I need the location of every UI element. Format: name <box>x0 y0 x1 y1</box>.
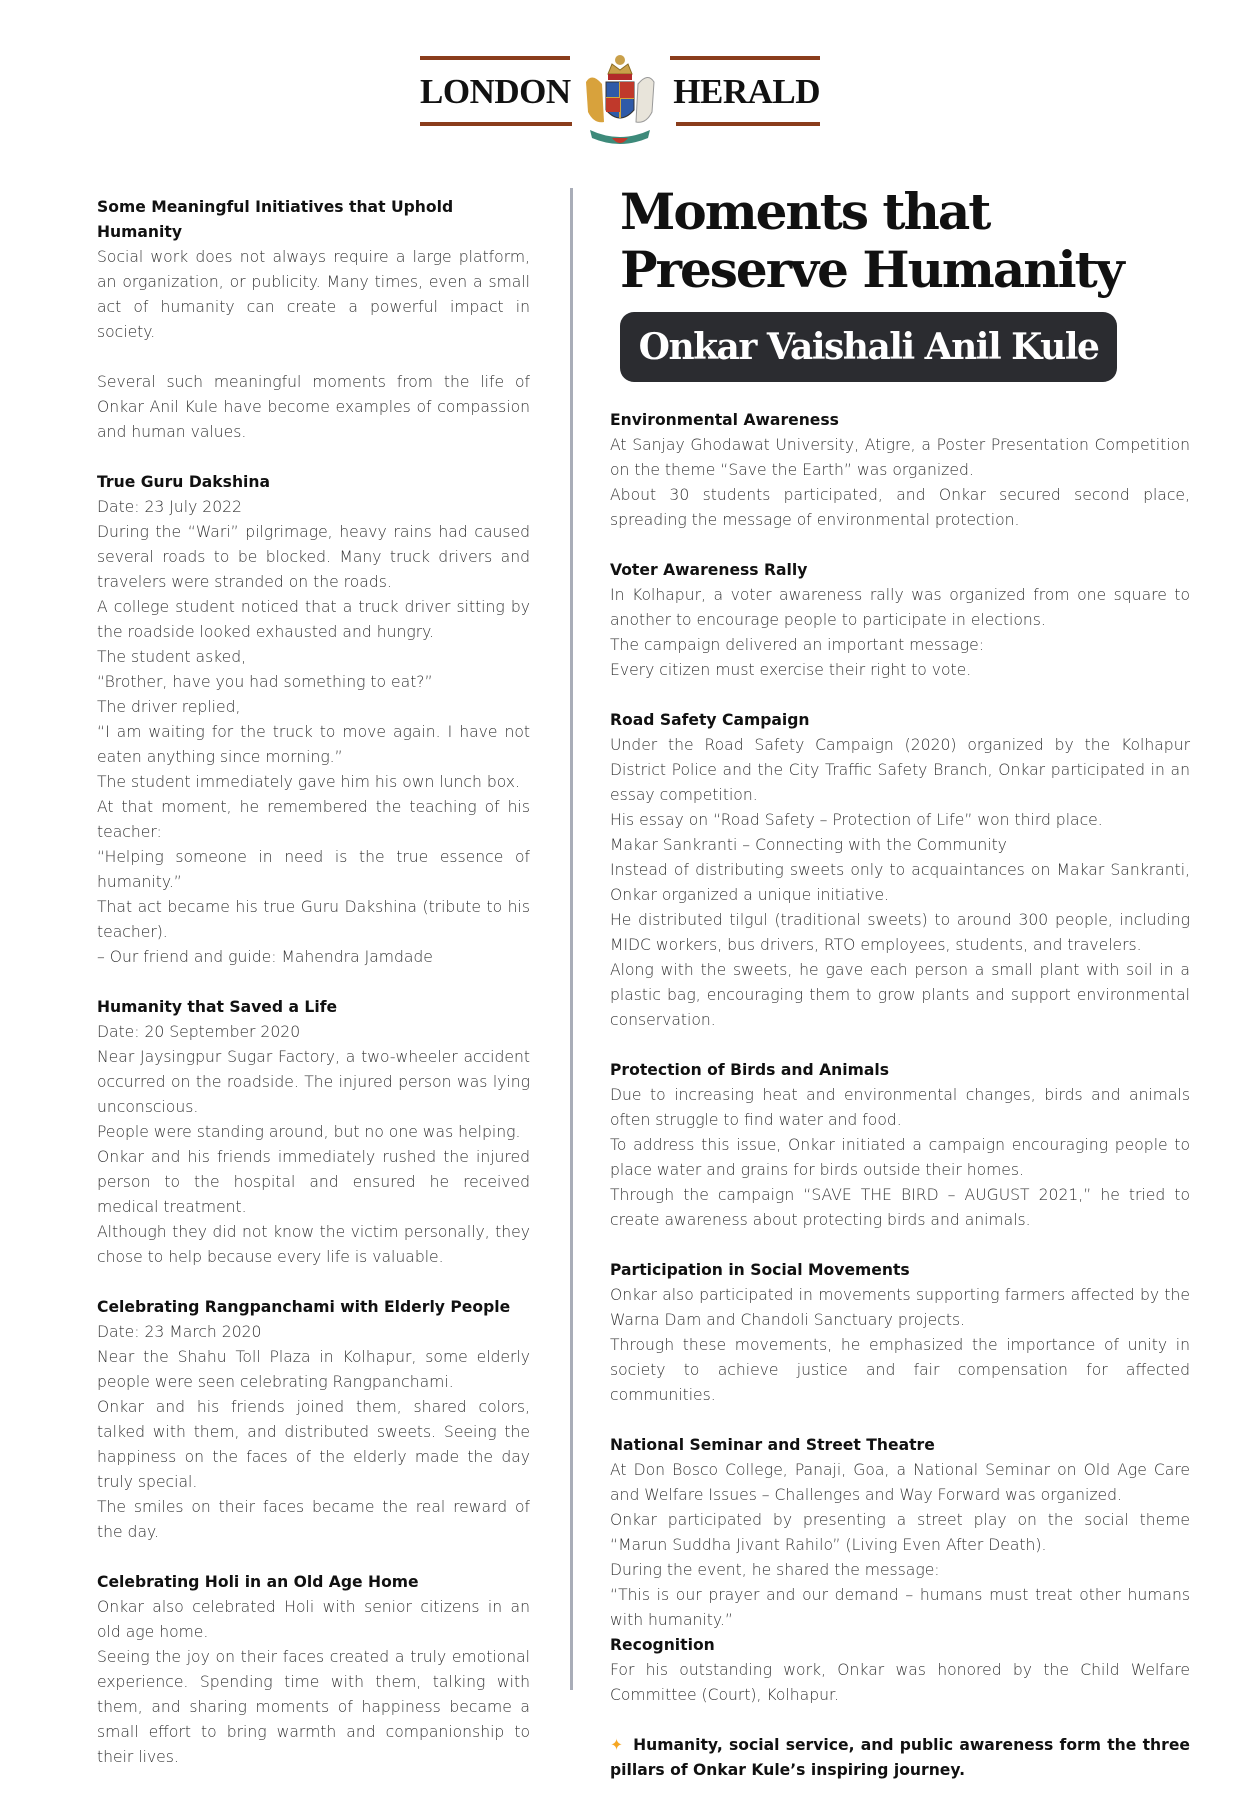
section-heading: Road Safety Campaign <box>610 711 810 729</box>
section-paragraph: “I am waiting for the truck to move again. I have not eaten anything since morning.” <box>97 723 530 766</box>
section-paragraph: “This is our prayer and our demand – humans must treat other humans with humanity.” <box>610 1586 1190 1629</box>
section-paragraph: Due to increasing heat and environmental changes, birds and animals often struggle to find water and food. <box>610 1086 1190 1129</box>
section-paragraph: Near Jaysingpur Sugar Factory, a two-wheeler accident occurred on the roadside. The injured person was lying unconscious. <box>97 1048 530 1116</box>
article-section <box>97 1570 530 1770</box>
article-section <box>97 195 530 345</box>
article-section <box>610 558 1190 683</box>
section-paragraph: The student immediately gave him his own lunch box. <box>97 773 520 791</box>
section-paragraph: Every citizen must exercise their right to vote. <box>610 661 972 679</box>
section-heading: Celebrating Holi in an Old Age Home <box>97 1573 419 1591</box>
right-column <box>610 408 1190 1783</box>
section-heading: Voter Awareness Rally <box>610 561 808 579</box>
section-paragraph: Instead of distributing sweets only to acquaintances on Makar Sankranti, Onkar organized a unique initiative. <box>610 861 1190 904</box>
section-paragraph: Onkar also participated in movements supporting farmers affected by the Warna Dam and Chandoli Sanctuary projects. <box>610 1286 1190 1329</box>
article-section <box>97 995 530 1270</box>
section-paragraph: Along with the sweets, he gave each person a small plant with soil in a plastic bag, encouraging them to grow plants and support environmental conservation. <box>610 961 1190 1029</box>
section-heading: Celebrating Rangpanchami with Elderly People <box>97 1298 511 1316</box>
section-paragraph: At that moment, he remembered the teaching of his teacher: <box>97 798 530 841</box>
masthead-rule <box>420 122 572 126</box>
closing-text: Humanity, social service, and public awareness form the three pillars of Onkar Kule’s inspiring journey. <box>610 1736 1190 1779</box>
section-paragraph: Onkar and his friends joined them, shared colors, talked with them, and distributed sweets. Seeing the happiness on the faces of the elderly made the day truly special. <box>97 1398 530 1491</box>
section-paragraph: The smiles on their faces became the real reward of the day. <box>97 1498 530 1541</box>
article-title: Moments that Preserve Humanity <box>620 182 1123 299</box>
section-paragraph: To address this issue, Onkar initiated a campaign encouraging people to place water and grains for birds outside their homes. <box>610 1136 1190 1179</box>
section-paragraph: The campaign delivered an important message: <box>610 636 984 654</box>
section-paragraph: At Don Bosco College, Panaji, Goa, a National Seminar on Old Age Care and Welfare Issues – Challenges and Way Forward was organized. <box>610 1461 1190 1504</box>
article-section <box>610 1258 1190 1408</box>
article-section <box>610 1433 1190 1633</box>
section-paragraph: Onkar and his friends immediately rushed the injured person to the hospital and ensured he received medical treatment. <box>97 1148 530 1216</box>
masthead-left-word: LONDON <box>420 72 571 111</box>
section-paragraph: “Brother, have you had something to eat?” <box>97 673 433 691</box>
byline-banner: Onkar Vaishali Anil Kule <box>620 312 1117 382</box>
masthead-right-word: HERALD <box>673 72 820 111</box>
article-section <box>97 470 530 970</box>
masthead-rule <box>670 56 820 60</box>
section-paragraph: At Sanjay Ghodawat University, Atigre, a Poster Presentation Competition on the theme “Save the Earth” was organized. <box>610 436 1190 479</box>
section-heading: Environmental Awareness <box>610 411 839 429</box>
section-heading: National Seminar and Street Theatre <box>610 1436 935 1454</box>
section-paragraph: For his outstanding work, Onkar was honored by the Child Welfare Committee (Court), Kolhapur. <box>610 1661 1190 1704</box>
section-paragraph: Through these movements, he emphasized the importance of unity in society to achieve justice and fair compensation for affected communities. <box>610 1336 1190 1404</box>
section-paragraph: – Our friend and guide: Mahendra Jamdade <box>97 948 433 966</box>
masthead-rule <box>676 122 820 126</box>
masthead <box>420 52 820 152</box>
column-divider <box>570 188 573 1690</box>
section-paragraph: The driver replied, <box>97 698 241 716</box>
section-paragraph: Onkar also celebrated Holi with senior citizens in an old age home. <box>97 1598 530 1641</box>
section-paragraph: Although they did not know the victim personally, they chose to help because every life is valuable. <box>97 1223 530 1266</box>
section-paragraph: People were standing around, but no one was helping. <box>97 1123 521 1141</box>
article-section <box>610 1633 1190 1708</box>
section-heading: Protection of Birds and Animals <box>610 1061 889 1079</box>
left-column <box>97 195 530 1795</box>
article-section <box>97 1295 530 1545</box>
section-heading: Humanity that Saved a Life <box>97 998 338 1016</box>
section-paragraph: “Helping someone in need is the true essence of humanity.” <box>97 848 530 891</box>
section-paragraph: About 30 students participated, and Onkar secured second place, spreading the message of environmental protection. <box>610 486 1190 529</box>
article-section <box>610 708 1190 1033</box>
section-paragraph: The student asked, <box>97 648 247 666</box>
section-paragraph: That act became his true Guru Dakshina (tribute to his teacher). <box>97 898 530 941</box>
section-paragraph: Date: 23 July 2022 <box>97 498 242 516</box>
section-paragraph: His essay on “Road Safety – Protection of Life” won third place. <box>610 811 1103 829</box>
section-paragraph: Near the Shahu Toll Plaza in Kolhapur, some elderly people were seen celebrating Rangpanchami. <box>97 1348 530 1391</box>
section-heading: True Guru Dakshina <box>97 473 271 491</box>
article-section <box>610 408 1190 533</box>
article-section <box>97 370 530 445</box>
section-paragraph: He distributed tilgul (traditional sweets) to around 300 people, including MIDC workers, bus drivers, RTO employees, students, and travelers. <box>610 911 1190 954</box>
section-paragraph: Onkar participated by presenting a street play on the social theme “Marun Suddha Jivant Rahilo” (Living Even After Death). <box>610 1511 1190 1554</box>
article-section <box>610 1058 1190 1233</box>
section-paragraph: Several such meaningful moments from the life of Onkar Anil Kule have become examples of compassion and human values. <box>97 373 530 441</box>
section-paragraph: A college student noticed that a truck driver sitting by the roadside looked exhausted and hungry. <box>97 598 530 641</box>
section-heading: Recognition <box>610 1636 715 1654</box>
section-paragraph: Seeing the joy on their faces created a truly emotional experience. Spending time with them, talking with them, and sharing moments of happiness became a small effort to bring warmth and companionship to their lives. <box>97 1648 530 1766</box>
coat-of-arms-icon <box>578 52 662 152</box>
section-paragraph: Date: 20 September 2020 <box>97 1023 301 1041</box>
section-paragraph: Social work does not always require a large platform, an organization, or publicity. Many times, even a small act of humanity can create a powerful impact in society. <box>97 248 530 341</box>
section-paragraph: During the event, he shared the message: <box>610 1561 940 1579</box>
closing-statement <box>610 1733 1190 1783</box>
section-paragraph: Under the Road Safety Campaign (2020) organized by the Kolhapur District Police and the City Traffic Safety Branch, Onkar participated in an essay competition. <box>610 736 1190 804</box>
sparkles-icon: ✦ <box>610 1736 624 1754</box>
section-heading: Participation in Social Movements <box>610 1261 910 1279</box>
masthead-rule <box>420 56 570 60</box>
section-paragraph: Through the campaign “SAVE THE BIRD – AUGUST 2021,” he tried to create awareness about protecting birds and animals. <box>610 1186 1190 1229</box>
section-paragraph: During the “Wari” pilgrimage, heavy rains had caused several roads to be blocked. Many truck drivers and travelers were stranded on the roads. <box>97 523 530 591</box>
section-paragraph: In Kolhapur, a voter awareness rally was organized from one square to another to encourage people to participate in elections. <box>610 586 1190 629</box>
section-paragraph: Date: 23 March 2020 <box>97 1323 262 1341</box>
section-paragraph: Makar Sankranti – Connecting with the Community <box>610 836 1007 854</box>
section-heading: Some Meaningful Initiatives that Uphold Humanity <box>97 198 454 241</box>
